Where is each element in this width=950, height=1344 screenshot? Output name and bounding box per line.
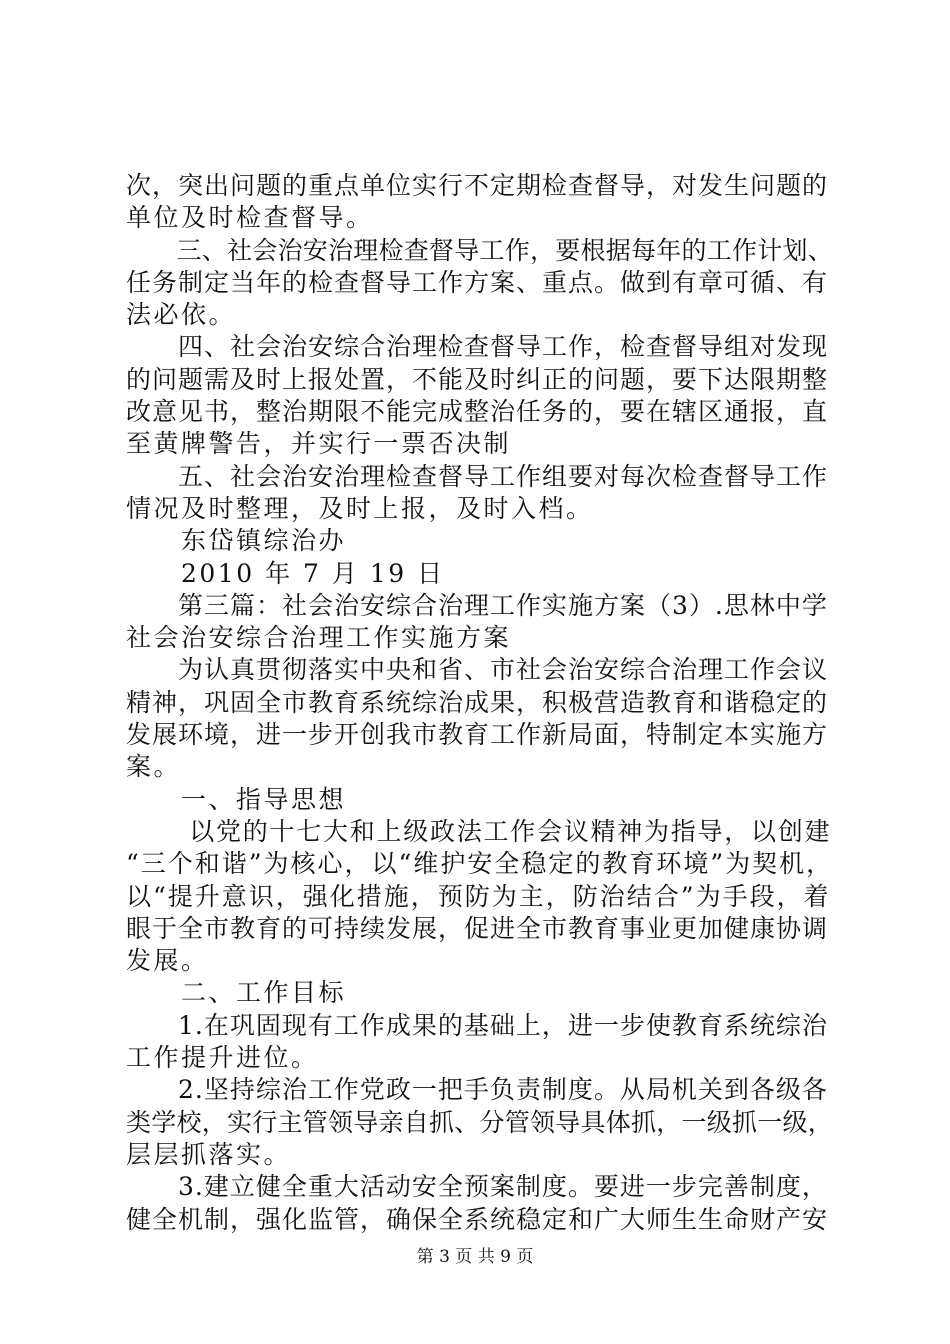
text-line: 东岱镇综治办 [126,526,347,556]
text-line: 四、社会治安综合治理检查督导工作，检查督导组对发现 [126,332,829,362]
text-line: 精神，巩固全市教育系统综治成果，积极营造教育和谐稳定的 [126,687,829,717]
text-line: 2.坚持综治工作党政一把手负责制度。从局机关到各级各 [126,1075,828,1105]
text-line: 发展环境，进一步开创我市教育工作新局面，特制定本实施方 [126,720,829,750]
text-line: 发展。 [126,946,209,976]
text-line: 五、社会治安治理检查督导工作组要对每次检查督导工作 [126,461,829,491]
text-line: 法必依。 [126,300,237,330]
text-line: 以党的十七大和上级政法工作会议精神为指导，以创建 [126,816,832,846]
text-line: 改意见书，整治期限不能完成整治任务的，要在辖区通报，直 [126,397,829,427]
text-line: “三个和谐”为核心，以“维护安全稳定的教育环境”为契机， [126,849,834,879]
text-line: 三、社会治安治理检查督导工作，要根据每年的工作计划、 [126,235,834,265]
text-line: 第三篇：社会治安综合治理工作实施方案（3）.思林中学 [126,590,828,620]
text-line: 眼于全市教育的可持续发展，促进全市教育事业更加健康协调 [126,913,829,943]
text-line: 单位及时检查督导。 [126,203,374,233]
page-number-footer: 第 3 页 共 9 页 [416,1247,534,1267]
text-line: 至黄牌警告，并实行一票否决制 [126,429,512,459]
text-line: 1.在巩固现有工作成果的基础上，进一步使教育系统综治 [126,1010,828,1040]
text-line: 为认真贯彻落实中央和省、市社会治安综合治理工作会议 [126,655,829,685]
text-line: 层层抓落实。 [126,1139,292,1169]
text-line: 一、指导思想 [126,784,347,814]
text-line: 任务制定当年的检查督导工作方案、重点。做到有章可循、有 [126,267,829,297]
text-line: 案。 [126,752,182,782]
text-line: 工作提升进位。 [126,1043,319,1073]
document-body [126,170,834,1236]
text-line: 情况及时整理，及时上报，及时入档。 [126,493,594,523]
text-line: 类学校，实行主管领导亲自抓、分管领导具体抓，一级抓一级， [126,1107,834,1137]
text-line: 健全机制，强化监管，确保全系统稳定和广大师生生命财产安 [126,1204,829,1234]
text-line: 二、工作目标 [126,978,347,1008]
text-line: 3.建立健全重大活动安全预案制度。要进一步完善制度， [126,1172,828,1202]
text-line: 以“提升意识，强化措施，预防为主，防治结合”为手段，着 [126,881,831,911]
text-line: 的问题需及时上报处置，不能及时纠正的问题，要下达限期整 [126,364,829,394]
text-line: 社会治安综合治理工作实施方案 [126,623,512,653]
text-line: 次，突出问题的重点单位实行不定期检查督导，对发生问题的 [126,171,829,200]
text-line: 2010 年 7 月 19 日 [126,558,445,588]
